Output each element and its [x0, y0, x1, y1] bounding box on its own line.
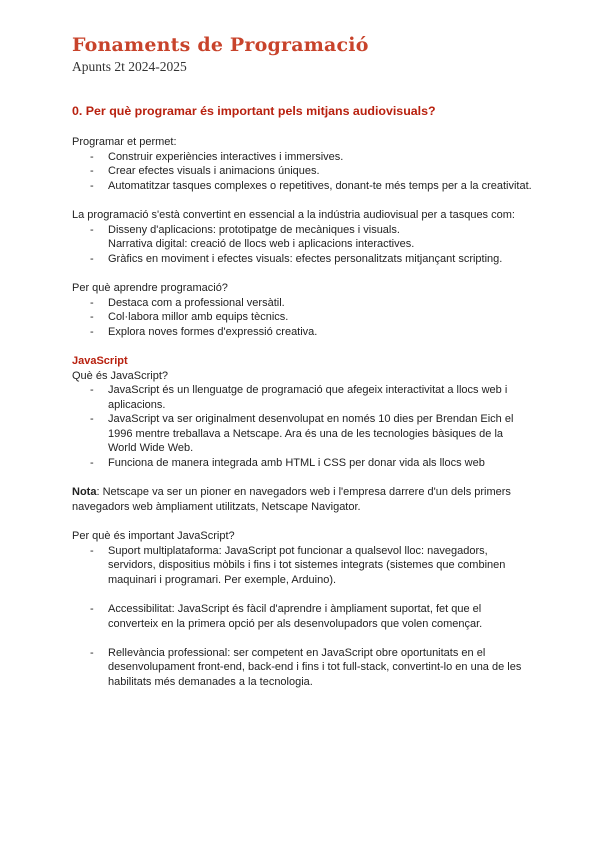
list-item: - Gràfics en moviment i efectes visuals: efectes personalitzats mitjançant scripting. — [90, 252, 503, 265]
list-item: - Suport multiplataforma: JavaScript pot funcionar a qualsevol lloc: navegadors, servidors, dispositius mòbils i fins i tot sistemes integrats (sistemes que combinen maquinari i programari. Per exemple, Arduino). — [90, 544, 506, 586]
section-0-body — [72, 135, 532, 690]
javascript-heading: JavaScript — [72, 354, 128, 367]
list-item: - Funciona de manera integrada amb HTML i CSS per donar vida als llocs web — [90, 457, 485, 470]
list-item: - JavaScript va ser originalment desenvolupat en només 10 dies per Brendan Eich el 1996 mentre treballava a Netscape. Ara és una de les tecnologies bàsiques de la World Wide Web. — [90, 413, 514, 455]
note-label: Nota — [72, 486, 97, 499]
list-item: - Destaca com a professional versàtil. — [90, 296, 285, 309]
industry-intro: La programació s'està convertint en essencial a la indústria audiovisual per a tasques com: — [72, 208, 515, 221]
industry-list — [72, 223, 532, 267]
note-text: : Netscape va ser un pioner en navegadors web i l'empresa darrere d'un dels primers navegadors web àmpliament utilitzats, Netscape Navigator. — [72, 486, 511, 513]
document-title: Fonaments de Programació — [72, 34, 369, 56]
list-item: - Construir experiències interactives i immersives. — [90, 150, 344, 163]
list-item: Narrativa digital: creació de llocs web i aplicacions interactives. — [108, 238, 415, 251]
list-item: - JavaScript és un llenguatge de programació que afegeix interactivitat a llocs web i aplicacions. — [90, 384, 508, 411]
list-item: - Explora noves formes d'expressió creativa. — [90, 325, 318, 338]
what-intro: Què és JavaScript? — [72, 369, 168, 382]
list-item: - Disseny d'aplicacions: prototipatge de mecàniques i visuals. — [90, 223, 400, 236]
intro-text: Programar et permet: — [72, 136, 177, 148]
section-heading: 0. Per què programar és important pels mitjans audiovisuals? — [72, 104, 436, 118]
why-list — [72, 296, 532, 340]
why-intro: Per què aprendre programació? — [72, 281, 228, 294]
list-item: - Col·labora millor amb equips tècnics. — [90, 311, 289, 324]
document-subtitle: Apunts 2t 2024-2025 — [72, 59, 187, 74]
note-paragraph — [72, 485, 532, 514]
important-list — [72, 544, 532, 690]
what-list — [72, 383, 532, 471]
list-item: - Automatitzar tasques complexes o repetitives, donant-te més temps per a la creativitat. — [90, 179, 532, 192]
important-intro: Per què és important JavaScript? — [72, 530, 235, 543]
list-item: - Rellevància professional: ser competent en JavaScript obre oportunitats en el desenvolupament front-end, back-end i fins i tot full-stack, convertint-lo en una de les habilitats més demanades a la tecnologia. — [90, 646, 522, 688]
list-item: - Accessibilitat: JavaScript és fàcil d'aprendre i àmpliament suportat, fet que el converteix en la primera opció per als desenvolupadors que volen començar. — [90, 603, 483, 630]
permet-list — [72, 150, 532, 194]
list-item: - Crear efectes visuals i animacions úniques. — [90, 165, 320, 178]
